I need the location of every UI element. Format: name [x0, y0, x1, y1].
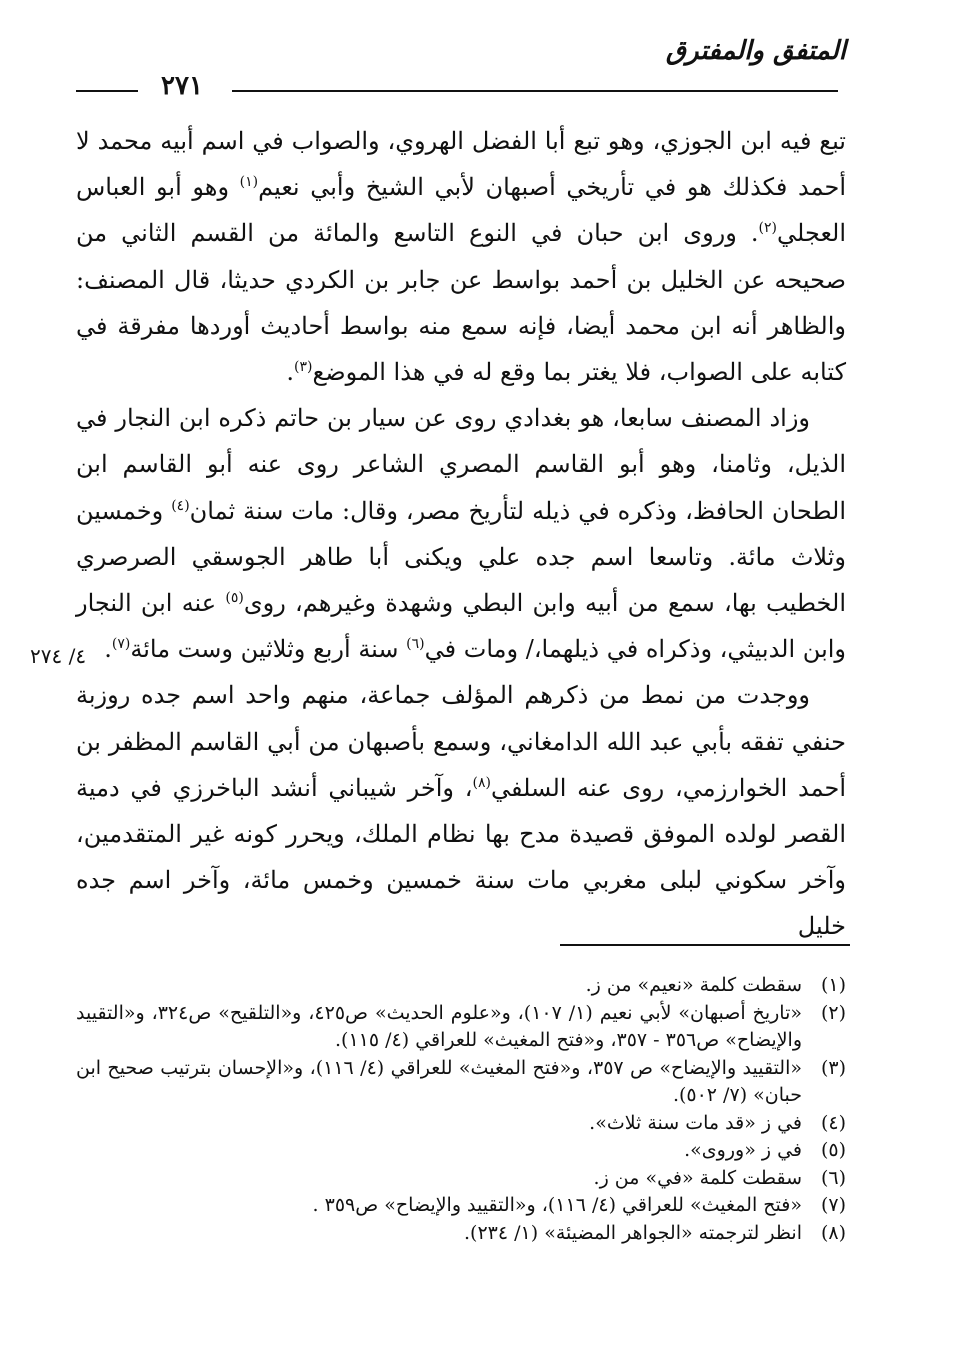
footnote-text: «تاريخ أصبهان» لأبي نعيم (١/ ١٠٧)، و«علوم الحديث» ص٤٢٥، و«التلقيح» ص٣٢٤، و«التقييد والإيضاح» ص٣٥٦ - ٣٥٧، و«فتح المغيث» للعراقي (٤/ ١١٥). — [76, 1001, 802, 1051]
footnote-text: «فتح المغيث» للعراقي (٤/ ١١٦)، و«التقييد والإيضاح» ص٣٥٩ . — [312, 1194, 802, 1216]
text-run: تبع فيه ابن الجوزي، وهو تبع أبا الفضل الهروي، والصواب في اسم أبيه محمد لا أحمد فكذلك هو في تأريخي أصبهان لأبي الشيخ وأبي نعيم — [76, 127, 846, 202]
footnote-ref-1: (١) — [239, 174, 259, 191]
text-run: وهو أبو العباس العجلي — [76, 173, 846, 248]
page-number: ٢٧١ — [161, 71, 203, 101]
footnote-1 — [76, 972, 846, 1000]
footnote-7 — [76, 1192, 846, 1220]
footnote-number: (٢) — [820, 1001, 846, 1024]
footnote-6 — [76, 1165, 846, 1193]
text-run: سنة أربع وثلاثين وست مائة — [130, 635, 407, 664]
footnote-text: انظر لترجمته «الجواهر المضيئة» (١/ ٢٣٤). — [464, 1221, 802, 1244]
footnote-3 — [76, 1055, 846, 1110]
footnote-text: في ز «قد مات سنة ثلاث». — [589, 1111, 802, 1134]
text-run: وخمسين وثلاث مائة. وتاسعا اسم جده علي ويكنى أبا طاهر الجوسقي الصرصري الخطيب بها، سمع من أبيه وابن البطي وشهدة وغيرهم، روى — [76, 496, 846, 618]
text-run: عنه ابن النجار وابن الدبيثي، وذكراه في ذيلهما،/ ومات في — [76, 589, 846, 664]
running-header-title: المتفق والمفترق — [665, 36, 846, 66]
footnote-2 — [76, 1000, 846, 1055]
margin-page-reference: ٤/ ٢٧٤ — [30, 644, 87, 668]
footnote-ref-7: (٧) — [111, 636, 131, 653]
footnote-ref-4: (٤) — [171, 497, 190, 514]
footnote-ref-8: (٨) — [472, 774, 491, 791]
text-run: وزاد المصنف سابعا، هو بغدادي روى عن سيار بن حاتم ذكره ابن النجار في الذيل، وثامنا، وهو أبو القاسم المصري الشاعر روى عنه أبو القاسم ابن الطحان الحافظ، وذكره في ذيله لتأريخ مصر، وقال: مات سنة ثمان — [76, 404, 846, 525]
footnote-separator — [560, 944, 850, 946]
paragraph-3 — [76, 672, 846, 949]
footnote-4 — [76, 1110, 846, 1138]
footnotes — [76, 972, 846, 1247]
footnote-number: (٨) — [820, 1221, 846, 1244]
text-run: ، وآخر شيباني أنشد الباخرزي في دمية القصر لولده الموفق قصيدة مدح بها نظام الملك، ويحرر كونه غير المتقدمين، وآخر سكوني لبلى مغربي مات سنة خمسين وخمس مائة، وآخر اسم جده خليل — [76, 773, 846, 941]
footnote-ref-3: (٣) — [294, 359, 313, 376]
footnote-number: (٦) — [820, 1166, 846, 1189]
main-text — [76, 118, 846, 950]
footnote-ref-6: (٦) — [406, 636, 425, 653]
text-run: . — [286, 358, 295, 387]
header-rule-left — [76, 90, 138, 92]
footnote-ref-5: (٥) — [225, 590, 244, 607]
header-rule — [232, 90, 838, 92]
footnote-8 — [76, 1220, 846, 1248]
footnote-number: (٤) — [820, 1111, 846, 1134]
text-run: . — [104, 635, 112, 664]
footnote-number: (٣) — [820, 1056, 846, 1079]
footnote-number: (٥) — [820, 1139, 846, 1161]
footnote-text: سقطت كلمة «في» من ز. — [593, 1166, 802, 1189]
text-run: ووجدت من نمط من ذكرهم المؤلف جماعة، منهم واحد اسم جده روزبة حنفي تفقه بأبي عبد الله الدامغاني، وسمع بأصبهان من أبي القاسم المظفر بن أحمد الخوارزمي، روى عنه السلفي — [76, 681, 846, 802]
footnote-number: (٧) — [820, 1194, 846, 1216]
paragraph-1 — [76, 118, 846, 395]
footnote-text: في ز «وروى». — [684, 1139, 802, 1161]
paragraph-2 — [76, 395, 846, 672]
footnote-number: (١) — [820, 974, 846, 996]
footnote-text: «التقييد والإيضاح» ص ٣٥٧، و«فتح المغيث» للعراقي (٤/ ١١٦)، و«الإحسان بترتيب صحيح ابن حبان» (٧/ ٥٠٢). — [76, 1056, 802, 1106]
footnote-text: سقطت كلمة «نعيم» من ز. — [585, 974, 802, 996]
footnote-ref-2: (٢) — [758, 220, 777, 237]
text-run: . وروى ابن حبان في النوع التاسع والمائة من القسم الثاني من صحيحه عن الخليل بن أحمد بواسط عن جابر بن الكردي حديثا، قال المصنف: والظاهر أنه ابن محمد أيضا، فإنه سمع منه بواسط أحاديث أوردها مفرقة في كتابه على الصواب، فلا يغتر بما وقع له في هذا الموضع — [76, 219, 846, 387]
footnote-5 — [76, 1137, 846, 1165]
